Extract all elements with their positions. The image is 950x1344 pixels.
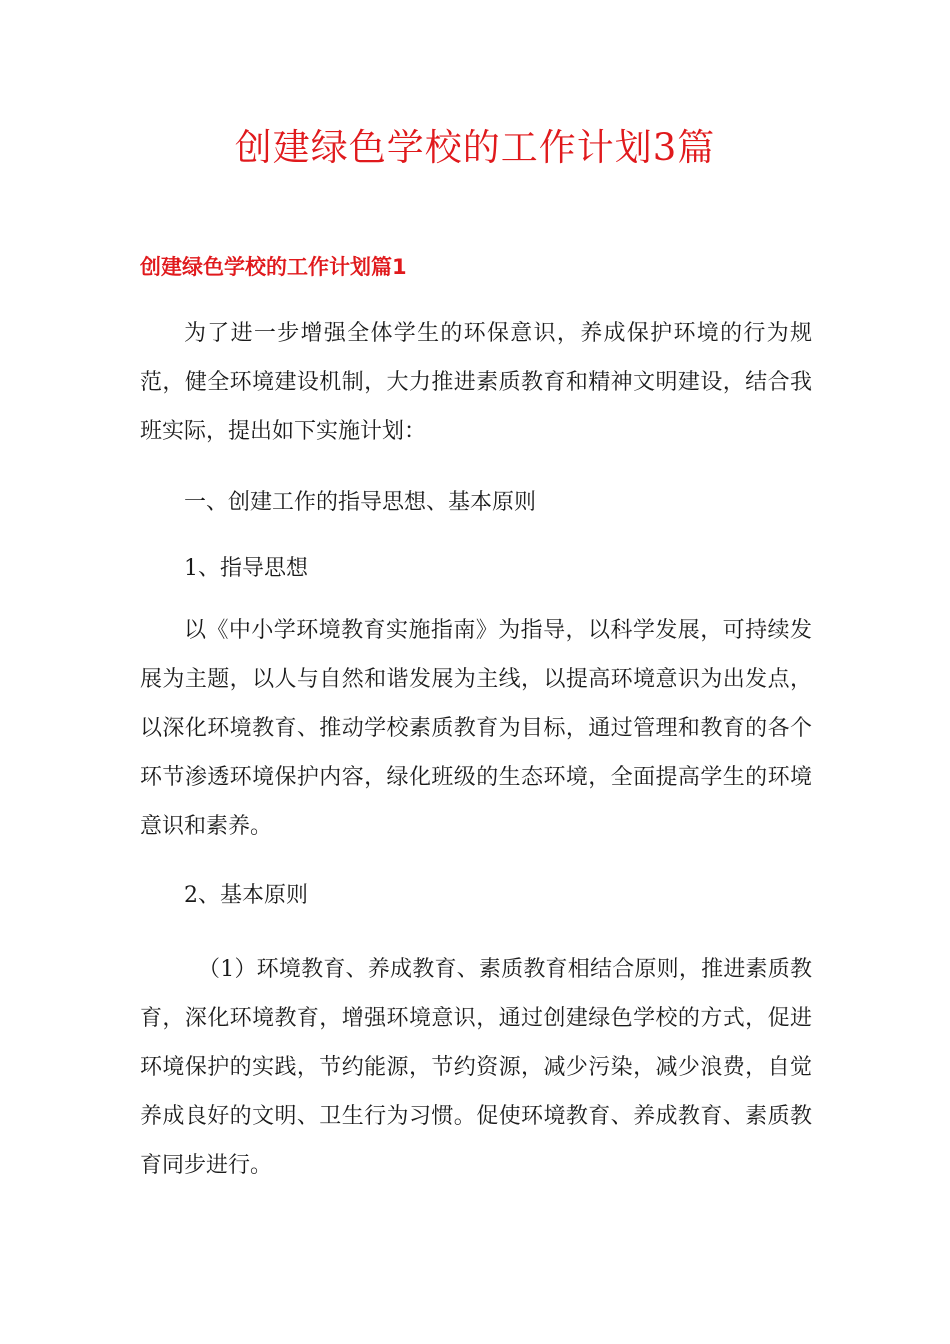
document-title: 创建绿色学校的工作计划3篇 <box>234 126 716 169</box>
intro-paragraph: 为了进一步增强全体学生的环保意识，养成保护环境的行为规范，健全环境建设机制，大力推进素质教育和精神文明建设，结合我班实际，提出如下实施计划： <box>140 321 812 444</box>
principle-paragraph: （1）环境教育、养成教育、素质教育相结合原则，推进素质教育，深化环境教育，增强环境意识，通过创建绿色学校的方式，促进环境保护的实践，节约能源，节约资源，减少污染，减少浪费，自觉养成良好的文明、卫生行为习惯。促使环境教育、养成教育、素质教育同步进行。 <box>140 957 812 1178</box>
heading-basic-principles: 2、基本原则 <box>184 883 308 908</box>
heading-guiding-principles: 一、创建工作的指导思想、基本原则 <box>184 490 537 515</box>
section-title: 创建绿色学校的工作计划篇1 <box>140 255 407 279</box>
heading-guiding-thought: 1、指导思想 <box>184 556 308 581</box>
guiding-thought-paragraph: 以《中小学环境教育实施指南》为指导，以科学发展，可持续发展为主题，以人与自然和谐发展为主线，以提高环境意识为出发点，以深化环境教育、推动学校素质教育为目标，通过管理和教育的各个环节渗透环境保护内容，绿化班级的生态环境，全面提高学生的环境意识和素养。 <box>140 618 812 839</box>
